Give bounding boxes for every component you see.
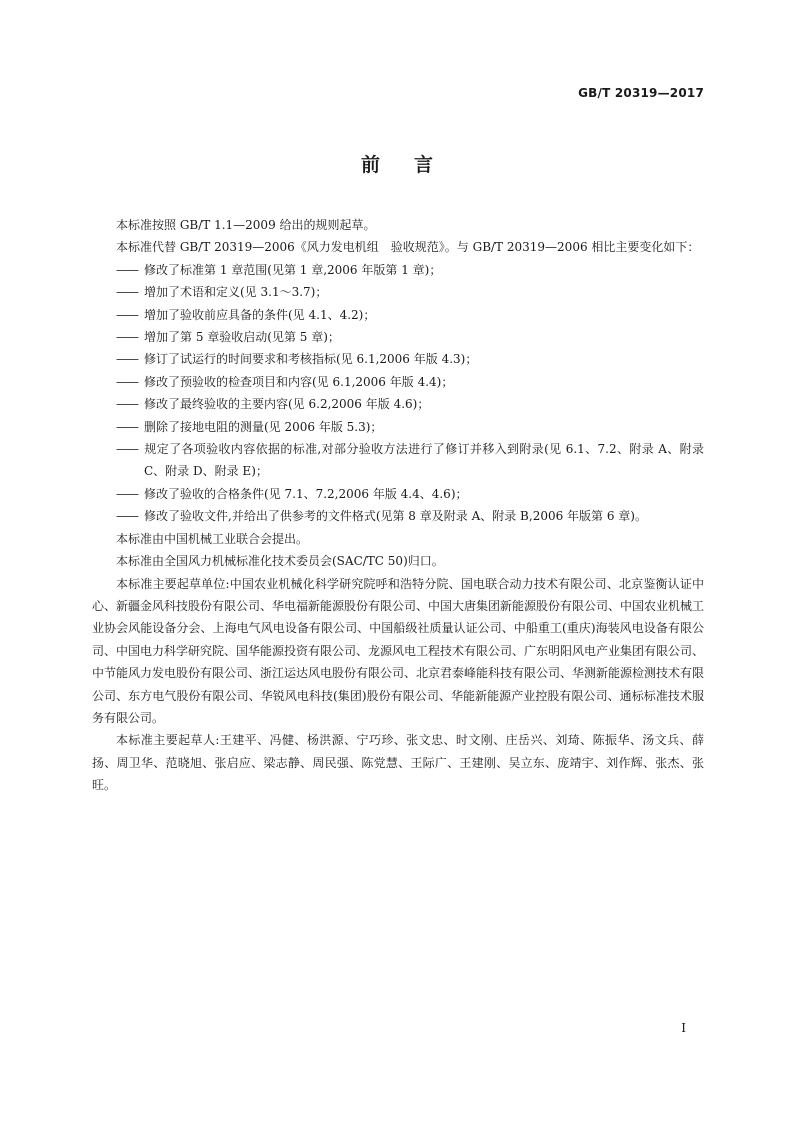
page-title: 前言 — [360, 154, 467, 176]
list-item — [92, 259, 704, 281]
paragraph: 本标准主要起草单位:中国农业机械化科学研究院呼和浩特分院、国电联合动力技术有限公司、北京鉴衡认证中心、新疆金风科技股份有限公司、华电福新能源股份有限公司、中国大唐集团新能源股份有限公司、中国农业机械工业协会风能设备分会、上海电气风电设备有限公司、中国船级社质量认证公司、中船重工(重庆)海装风电设备有限公司、中国电力科学研究院、国华能源投资有限公司、龙源风电工程技术有限公司、广东明阳风电产业集团有限公司、中节能风力发电股份有限公司、浙江运达风电股份有限公司、北京君泰峰能科技有限公司、华测新能源检测技术有限公司、东方电气股份有限公司、华锐风电科技(集团)股份有限公司、华能新能源产业控股有限公司、通标标准技术服务有限公司。 — [92, 576, 705, 725]
list-item-text: 增加了术语和定义(见 3.1～3.7)； — [144, 285, 328, 300]
list-item — [92, 348, 704, 370]
paragraph: 本标准主要起草人:王建平、冯健、杨洪源、宁巧珍、张文忠、时文刚、庄岳兴、刘琦、陈振华、汤文兵、薛扬、周卫华、范晓旭、张启应、梁志静、周民强、陈党慧、王际广、王建刚、吴立东、庞靖宇、刘作辉、张杰、张旺。 — [92, 733, 704, 793]
list-item-text: 修改了最终验收的主要内容(见 6.2,2006 年版 4.6)； — [144, 397, 430, 412]
dash-marker: —— — [116, 262, 138, 277]
list-item-text: 修改了预验收的检查项目和内容(见 6.1,2006 年版 4.4)； — [144, 374, 454, 389]
list-item — [92, 483, 704, 505]
list-item — [92, 371, 704, 393]
dash-marker: —— — [116, 285, 138, 300]
dash-marker: —— — [116, 397, 138, 412]
page-number: I — [681, 1021, 686, 1035]
list-item — [92, 438, 704, 483]
list-item-text: 规定了各项验收内容依据的标准,对部分验收方法进行了修订并移入到附录(见 6.1、7.2、附录 A、附录 C、附录 D、附录 E)； — [144, 442, 704, 479]
paragraph: 本标准代替 GB/T 20319—2006《风力发电机组 验收规范》。与 GB/T 20319—2006 相比主要变化如下： — [116, 240, 700, 255]
standard-number: GB/T 20319—2017 — [578, 86, 704, 100]
paragraph: 本标准由全国风力机械标准化技术委员会(SAC/TC 50)归口。 — [116, 554, 444, 569]
dash-marker: —— — [116, 419, 138, 434]
dash-marker: —— — [116, 307, 138, 322]
dash-marker: —— — [116, 352, 138, 367]
list-item — [92, 505, 704, 527]
list-item — [92, 416, 704, 438]
list-item — [92, 326, 704, 348]
list-item — [92, 281, 704, 303]
list-item — [92, 393, 704, 415]
list-item-text: 修改了验收文件,并给出了供参考的文件格式(见第 8 章及附录 A、附录 B,2006 年版第 6 章)。 — [144, 509, 647, 524]
list-item-text: 删除了接地电阻的测量(见 2006 年版 5.3)； — [144, 419, 383, 434]
list-item-text: 修订了试运行的时间要求和考核指标(见 6.1,2006 年版 4.3)； — [144, 352, 478, 367]
dash-marker: —— — [116, 486, 138, 501]
paragraph: 本标准按照 GB/T 1.1—2009 给出的规则起草。 — [116, 218, 376, 232]
dash-marker: —— — [116, 330, 138, 345]
list-item — [92, 304, 704, 326]
list-item-text: 增加了第 5 章验收启动(见第 5 章)； — [144, 330, 340, 345]
list-item-text: 增加了验收前应具备的条件(见 4.1、4.2)； — [144, 307, 376, 322]
dash-marker: —— — [116, 374, 138, 389]
dash-marker: —— — [116, 442, 138, 457]
paragraph: 本标准由中国机械工业联合会提出。 — [116, 531, 309, 546]
list-item-text: 修改了验收的合格条件(见 7.1、7.2,2006 年版 4.4、4.6)； — [144, 486, 468, 501]
dash-marker: —— — [116, 509, 138, 524]
list-item-text: 修改了标准第 1 章范围(见第 1 章,2006 年版第 1 章)； — [144, 262, 442, 277]
foreword-body — [92, 214, 704, 797]
